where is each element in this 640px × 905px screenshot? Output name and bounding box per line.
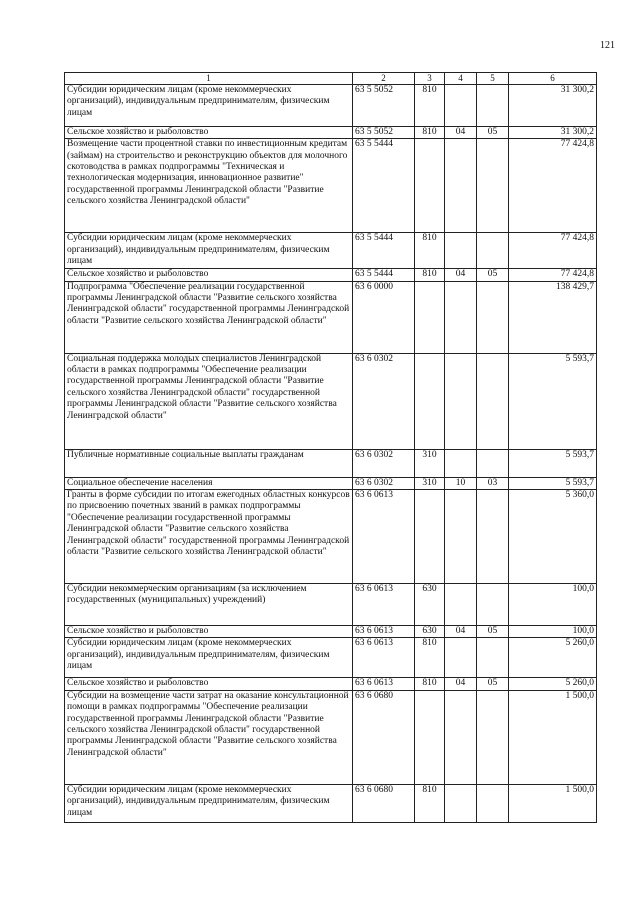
cell-name: Публичные нормативные социальные выплаты гражданам	[65, 449, 353, 477]
cell-rz: 04	[445, 269, 477, 281]
table-row	[65, 784, 597, 822]
cell-vr: 630	[415, 625, 445, 637]
cell-sum: 1 500,0	[509, 690, 597, 784]
cell-code: 63 5 5444	[353, 139, 415, 233]
cell-code: 63 6 0613	[353, 489, 415, 583]
cell-code: 63 6 0000	[353, 281, 415, 353]
table-row	[65, 84, 597, 126]
cell-vr: 810	[415, 126, 445, 138]
table-row	[65, 625, 597, 637]
cell-pr: 05	[477, 625, 509, 637]
cell-name: Сельское хозяйство и рыболовство	[65, 625, 353, 637]
cell-sum: 1 500,0	[509, 784, 597, 822]
cell-name: Субсидии на возмещение части затрат на оказание консультационной помощи в рамках подпрограммы "Обеспечение реализации государственной программы Ленинградской области "Развитие сельского хозяйства Ленинградской области" государственной программы Ленинградской области "Развитие сельского хозяйства Ленинградской области"	[65, 690, 353, 784]
cell-sum: 77 424,8	[509, 139, 597, 233]
header-cell-3: 3	[415, 73, 445, 85]
table-row	[65, 638, 597, 678]
cell-pr	[477, 489, 509, 583]
cell-sum: 5 260,0	[509, 678, 597, 690]
cell-code: 63 5 5052	[353, 84, 415, 126]
cell-sum: 5 593,7	[509, 449, 597, 477]
cell-code: 63 5 5052	[353, 126, 415, 138]
cell-name: Субсидии юридическим лицам (кроме некоммерческих организаций), индивидуальным предпринимателям, физическим лицам	[65, 784, 353, 822]
cell-sum: 77 424,8	[509, 269, 597, 281]
cell-vr: 630	[415, 583, 445, 625]
cell-rz	[445, 84, 477, 126]
cell-vr: 810	[415, 233, 445, 269]
cell-code: 63 6 0613	[353, 678, 415, 690]
table-row	[65, 281, 597, 353]
cell-name: Возмещение части процентной ставки по инвестиционным кредитам (займам) на строительство и реконструкцию объектов для молочного скотоводства в рамках подпрограммы "Техническая и технологическая модернизация, инновационное развитие" государственной программы Ленинградской области "Развитие сельского хозяйства Ленинградской области"	[65, 139, 353, 233]
cell-rz: 04	[445, 625, 477, 637]
cell-name: Социальная поддержка молодых специалистов Ленинградской области в рамках подпрограммы "Обеспечение реализации государственной программы Ленинградской области "Развитие сельского хозяйства Ленинградской области" государственной программы Ленинградской области "Развитие сельского хозяйства Ленинградской области"	[65, 353, 353, 449]
cell-pr	[477, 638, 509, 678]
cell-vr	[415, 690, 445, 784]
table-row	[65, 353, 597, 449]
cell-sum: 5 360,0	[509, 489, 597, 583]
table-row	[65, 233, 597, 269]
cell-vr: 310	[415, 477, 445, 489]
cell-pr	[477, 233, 509, 269]
cell-vr	[415, 281, 445, 353]
cell-sum: 5 593,7	[509, 477, 597, 489]
header-cell-4: 4	[445, 73, 477, 85]
cell-sum: 100,0	[509, 583, 597, 625]
table-row	[65, 583, 597, 625]
cell-sum: 31 300,2	[509, 84, 597, 126]
cell-name: Гранты в форме субсидии по итогам ежегодных областных конкурсов по присвоению почетных званий в рамках подпрограммы "Обеспечение реализации государственной программы Ленинградской области "Развитие сельского хозяйства Ленинградской области" государственной программы Ленинградской области "Развитие сельского хозяйства Ленинградской области"	[65, 489, 353, 583]
cell-code: 63 6 0302	[353, 477, 415, 489]
cell-sum: 31 300,2	[509, 126, 597, 138]
table-row	[65, 139, 597, 233]
cell-vr: 810	[415, 84, 445, 126]
cell-vr: 810	[415, 678, 445, 690]
table-header-row	[65, 73, 597, 85]
cell-rz	[445, 139, 477, 233]
cell-code: 63 6 0680	[353, 690, 415, 784]
cell-name: Социальное обеспечение населения	[65, 477, 353, 489]
cell-sum: 5 593,7	[509, 353, 597, 449]
header-cell-2: 2	[353, 73, 415, 85]
cell-rz: 10	[445, 477, 477, 489]
table-row	[65, 477, 597, 489]
cell-pr: 05	[477, 269, 509, 281]
cell-code: 63 6 0613	[353, 625, 415, 637]
table-row	[65, 690, 597, 784]
cell-code: 63 5 5444	[353, 269, 415, 281]
cell-code: 63 5 5444	[353, 233, 415, 269]
cell-name: Подпрограмма "Обеспечение реализации государственной программы Ленинградской области "Развитие сельского хозяйства Ленинградской области" государственной программы Ленинградской области "Развитие сельского хозяйства Ленинградской области"	[65, 281, 353, 353]
cell-rz	[445, 690, 477, 784]
cell-rz	[445, 583, 477, 625]
header-cell-1: 1	[65, 73, 353, 85]
cell-rz	[445, 638, 477, 678]
cell-sum: 138 429,7	[509, 281, 597, 353]
table-row	[65, 126, 597, 138]
cell-code: 63 6 0302	[353, 449, 415, 477]
cell-name: Сельское хозяйство и рыболовство	[65, 678, 353, 690]
cell-code: 63 6 0613	[353, 583, 415, 625]
cell-sum: 5 260,0	[509, 638, 597, 678]
table-row	[65, 449, 597, 477]
cell-vr: 810	[415, 638, 445, 678]
cell-name: Субсидии юридическим лицам (кроме некоммерческих организаций), индивидуальным предпринимателям, физическим лицам	[65, 638, 353, 678]
cell-name: Субсидии юридическим лицам (кроме некоммерческих организаций), индивидуальным предпринимателям, физическим лицам	[65, 84, 353, 126]
cell-name: Сельское хозяйство и рыболовство	[65, 126, 353, 138]
cell-code: 63 6 0613	[353, 638, 415, 678]
cell-code: 63 6 0302	[353, 353, 415, 449]
cell-pr: 05	[477, 678, 509, 690]
cell-rz	[445, 353, 477, 449]
budget-table	[64, 72, 597, 823]
cell-vr	[415, 139, 445, 233]
cell-pr	[477, 690, 509, 784]
cell-code: 63 6 0680	[353, 784, 415, 822]
table-row	[65, 489, 597, 583]
cell-rz	[445, 281, 477, 353]
cell-name: Субсидии юридическим лицам (кроме некоммерческих организаций), индивидуальным предпринимателям, физическим лицам	[65, 233, 353, 269]
cell-pr	[477, 583, 509, 625]
cell-rz	[445, 489, 477, 583]
cell-rz: 04	[445, 678, 477, 690]
table-row	[65, 269, 597, 281]
header-cell-6: 6	[509, 73, 597, 85]
cell-pr: 05	[477, 126, 509, 138]
cell-rz: 04	[445, 126, 477, 138]
cell-rz	[445, 233, 477, 269]
cell-sum: 77 424,8	[509, 233, 597, 269]
cell-vr	[415, 489, 445, 583]
cell-vr	[415, 353, 445, 449]
cell-pr	[477, 449, 509, 477]
cell-pr	[477, 281, 509, 353]
cell-sum: 100,0	[509, 625, 597, 637]
cell-name: Сельское хозяйство и рыболовство	[65, 269, 353, 281]
cell-vr: 810	[415, 269, 445, 281]
cell-pr	[477, 784, 509, 822]
header-cell-5: 5	[477, 73, 509, 85]
cell-pr	[477, 84, 509, 126]
cell-pr: 03	[477, 477, 509, 489]
page-number: 121	[600, 40, 615, 51]
cell-pr	[477, 139, 509, 233]
cell-vr: 310	[415, 449, 445, 477]
cell-pr	[477, 353, 509, 449]
cell-rz	[445, 449, 477, 477]
cell-rz	[445, 784, 477, 822]
cell-name: Субсидии некоммерческим организациям (за исключением государственных (муниципальных) учреждений)	[65, 583, 353, 625]
table-row	[65, 678, 597, 690]
cell-vr: 810	[415, 784, 445, 822]
